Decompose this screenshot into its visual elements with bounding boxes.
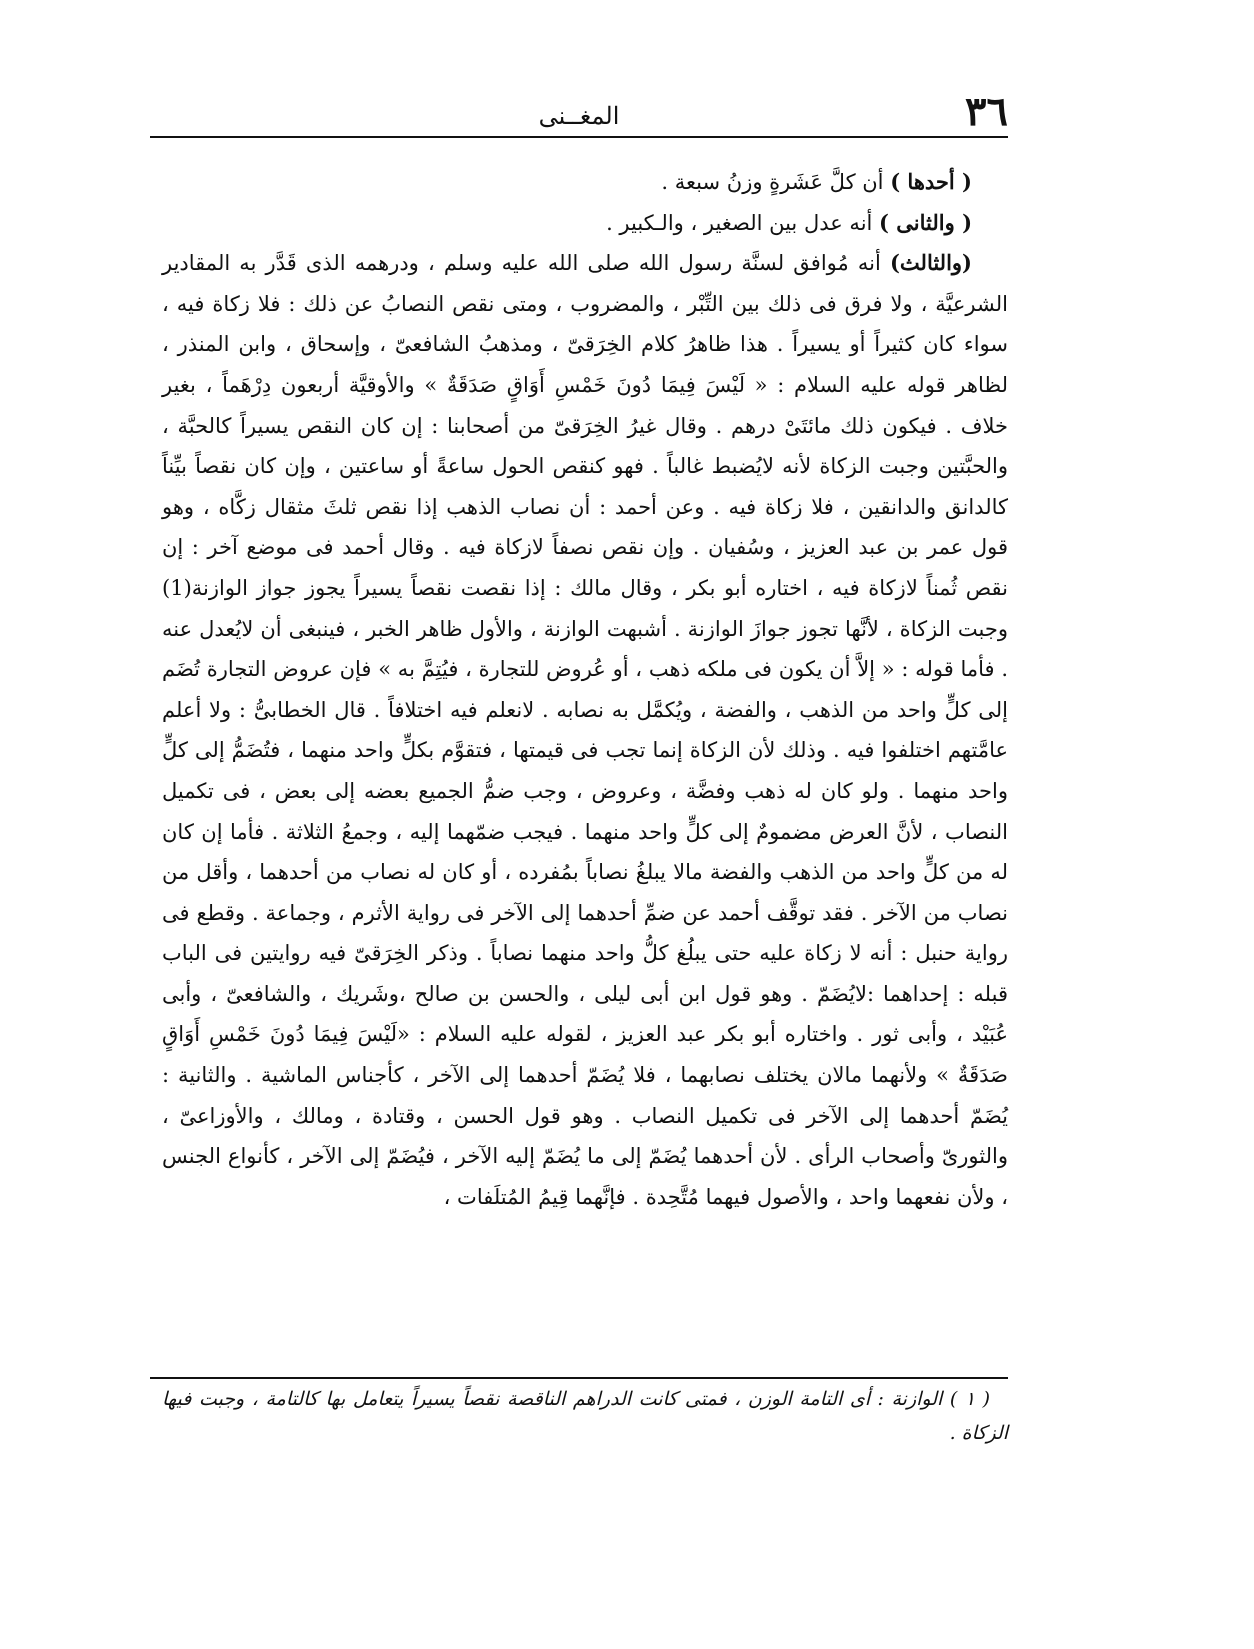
paragraph-text: أنه عدل بين الصغير ، والـكبير .	[606, 210, 880, 235]
footnote	[162, 1382, 1008, 1450]
running-title: المغــنى	[538, 102, 620, 130]
paragraph-third	[162, 243, 1008, 1217]
page-number: ٣٦	[965, 88, 1008, 135]
page-header	[150, 88, 1008, 140]
paragraph-label: ( أحدها )	[890, 169, 972, 194]
paragraph-text: أنه مُوافق لسنَّة رسول الله صلى الله عليه وسلم ، ودرهمه الذى قَدَّر به المقادير الشرعيَّة ، ولا فرق فى ذلك بين التِّبْر ، والمضروب ، ومتى نقص النصابُ عن ذلك : فلا زكاة فيه ، سواء كان كثيراً أو يسيراً . هذا ظاهرُ كلام الخِرَقىّ ، ومذهبُ الشافعىّ ، وإسحاق ، وابن المنذر ، لظاهر قوله عليه السلام : « لَيْسَ فِيمَا دُونَ خَمْسِ أَوَاقٍ صَدَقَةٌ » والأوقيَّة أربعون دِرْهَماً ، بغير خلاف . فيكون ذلك مائتَىْ درهم . وقال غيرُ الخِرَقىّ من أصحابنا : إن كان النقص يسيراً كالحبَّة ، والحبَّتين وجبت الزكاة لأنه لايُضبط غالباً . فهو كنقص الحول ساعةً أو ساعتين ، وإن كان نقصاً بيِّناً كالدانق والدانقين ، فلا زكاة فيه . وعن أحمد : أن نصاب الذهب إذا نقص ثلثَ مثقال زكَّاه ، وهو قول عمر بن عبد العزيز ، وسُفيان . وإن نقص نصفاً لازكاة فيه . وقال أحمد فى موضع آخر : إن نقص ثُمناً لازكاة فيه ، اختاره أبو بكر ، وقال مالك : إذا نقصت نقصاً يسيراً يجوز جواز الوازنة(1) وجبت الزكاة ، لأنَّها تجوز جوازَ الوازنة . أشبهت الوازنة ، والأول ظاهر الخبر ، فينبغى أن لايُعدل عنه . فأما قوله : « إلاَّ أن يكون فى ملكه ذهب ، أو عُروض للتجارة ، فيُتِمَّ به » فإن عروض التجارة تُضَم إلى كلٍّ واحد من الذهب ، والفضة ، ويُكمَّل به نصابه . لانعلم فيه اختلافاً . قال الخطابىُّ : ولا أعلم عامَّتهم اختلفوا فيه . وذلك لأن الزكاة إنما تجب فى قيمتها ، فتقوَّم بكلٍّ واحد منهما ، فتُضَمُّ إلى كلٍّ واحد منهما . ولو كان له ذهب وفضَّة ، وعروض ، وجب ضمُّ الجميع بعضه إلى بعض ، فى تكميل النصاب ، لأنَّ العرض مضمومٌ إلى كلٍّ واحد منهما . فيجب ضمّهما إليه ، وجمعُ الثلاثة . فأما إن كان له من كلٍّ واحد من الذهب والفضة مالا يبلغُ نصاباً بمُفرده ، أو كان له نصاب من أحدهما ، وأقل من نصاب من الآخر . فقد توقَّف أحمد عن ضمِّ أحدهما إلى الآخر فى رواية الأثرم ، وجماعة . وقطع فى رواية حنبل : أنه لا زكاة عليه حتى يبلُغ كلُّ واحد منهما نصاباً . وذكر الخِرَقىّ فيه روايتين فى الباب قبله : إحداهما :لايُضَمّ . وهو قول ابن أبى ليلى ، والحسن بن صالح ،وشَريك ، والشافعىّ ، وأبى عُبَيْد ، وأبى ثور . واختاره أبو بكر عبد العزيز ، لقوله عليه السلام : «لَيْسَ فِيمَا دُونَ خَمْسِ أَوَاقٍ صَدَقَةٌ » ولأنهما مالان يختلف نصابهما ، فلا يُضَمّ أحدهما إلى الآخر ، كأجناس الماشية . والثانية : يُضَمّ أحدهما إلى الآخر فى تكميل النصاب . وهو قول الحسن ، وقتادة ، ومالك ، والأوزاعىّ ، والثورىّ وأصحاب الرأى . لأن أحدهما يُضَمّ إلى ما يُضَمّ إليه الآخر ، فيُضَمّ إلى الآخر ، كأنواع الجنس ، ولأن نفعهما واحد ، والأصول فيهما مُتَّحِدة . فإنَّهما قِيمُ المُتلَفات ،	[162, 251, 1008, 1209]
footnote-rule	[150, 1377, 1008, 1379]
footnote-text: ( ١ ) الوازنة : أى التامة الوزن ، فمتى كانت الدراهم الناقصة نقصاً يسيراً يتعامل بها كالتامة ، وجبت فيها الزكاة .	[162, 1388, 1008, 1444]
paragraph-first	[162, 162, 1008, 203]
header-rule	[150, 136, 1008, 138]
paragraph-label: (والثالث)	[889, 250, 972, 276]
body-text	[162, 162, 1008, 1217]
paragraph-second	[162, 203, 1008, 244]
paragraph-label: ( والثانى )	[879, 209, 972, 235]
paragraph-text: أن كلَّ عَشَرةٍ وزنُ سبعة .	[661, 170, 891, 194]
